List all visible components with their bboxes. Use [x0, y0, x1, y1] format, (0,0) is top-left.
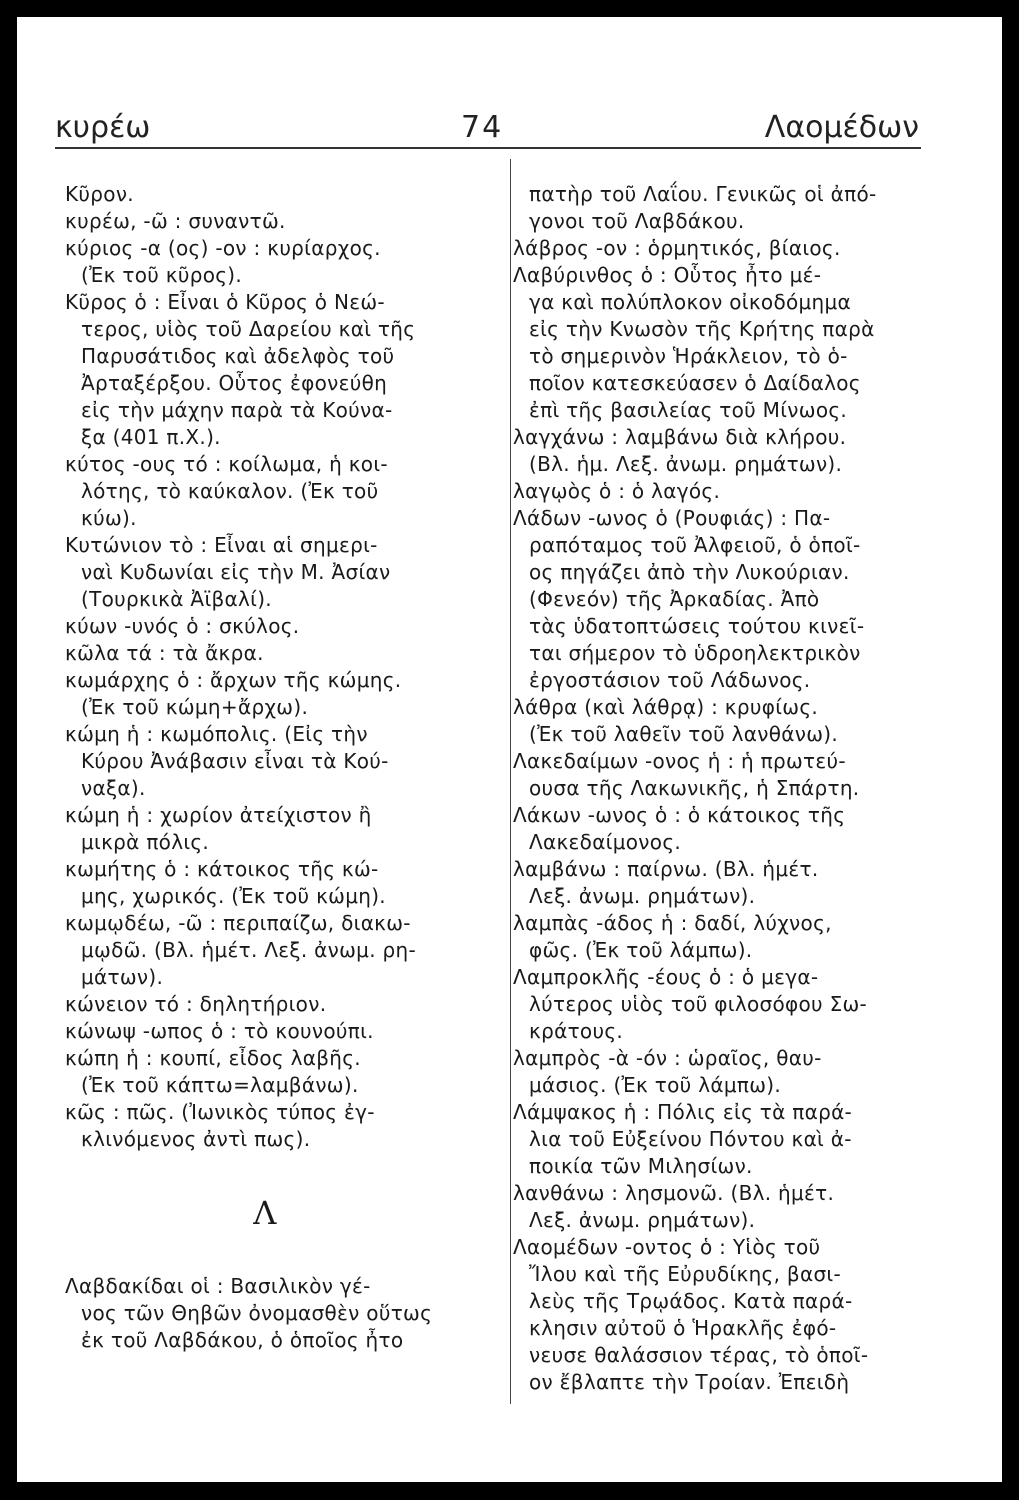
entry-line: κώνωψ -ωπος ὁ : τὸ κουνούπι. [65, 1019, 374, 1043]
entry-line: ναξα). [81, 776, 146, 800]
entry-line: (Βλ. ἡμ. Λεξ. ἀνωμ. ρημάτων). [529, 452, 843, 476]
entry-line: λύτερος υἱὸς τοῦ φιλοσόφου Σω- [529, 992, 868, 1016]
entry-line: κῶλα τά : τὰ ἄκρα. [65, 641, 264, 665]
entry-line: Λάκων -ωνος ὁ : ὁ κάτοικος τῆς [513, 803, 846, 827]
entry-line: κώνειον τό : δηλητήριον. [65, 992, 327, 1016]
entry-line: νευσε θαλάσσιον τέρας, τὸ ὁποῖ- [529, 1343, 869, 1367]
entry-line: Λεξ. ἀνωμ. ρημάτων). [529, 884, 756, 908]
entry-line: μῳδῶ. (Βλ. ἡμέτ. Λεξ. ἀνωμ. ρη- [81, 938, 417, 962]
column-divider [510, 159, 511, 1404]
entry-line: πατὴρ τοῦ Λαΐου. Γενικῶς οἱ ἀπό- [529, 182, 877, 206]
entry-line: λαμπρὸς -ὰ -όν : ὡραῖος, θαυ- [513, 1046, 822, 1070]
entry-line: κλησιν αὐτοῦ ὁ Ἡρακλῆς ἐφό- [529, 1316, 837, 1340]
entry-line: κύριος -α (ος) -ον : κυρίαρχος. [65, 236, 381, 260]
entry-line: Κυτώνιον τὸ : Εἶναι αἱ σημερι- [65, 533, 378, 557]
entry-line: φῶς. (Ἐκ τοῦ λάμπω). [529, 938, 753, 962]
entry-line: (Τουρκικὰ Ἀϊβαλί). [81, 587, 272, 611]
entry-line: λαγῳὸς ὁ : ὁ λαγός. [513, 479, 721, 503]
entry-line: Ἴλου καὶ τῆς Εὐρυδίκης, βασι- [529, 1262, 842, 1286]
entry-line: κράτους. [529, 1019, 624, 1043]
entry-line: Παρυσάτιδος καὶ ἀδελφὸς τοῦ [81, 344, 395, 368]
entry-line: Κῦρον. [65, 182, 134, 206]
entry-line: τὰς ὑδατοπτώσεις τούτου κινεῖ- [529, 614, 865, 638]
entry-line: γα καὶ πολύπλοκον οἰκοδόμημα [529, 290, 852, 314]
entry-line: (Ἐκ τοῦ κώμη+ἄρχω). [81, 695, 309, 719]
entry-line: εἰς τὴν Κνωσὸν τῆς Κρήτης παρὰ [529, 317, 875, 341]
entry-line: λάβρος -ον : ὁρμητικός, βίαιος. [513, 236, 841, 260]
entry-line: ναὶ Κυδωνίαι εἰς τὴν Μ. Ἀσίαν [81, 560, 391, 584]
entry-line: μάτων). [81, 965, 164, 989]
entry-line: Ἀρταξέρξου. Οὗτος ἐφονεύθη [81, 371, 388, 395]
entry-line: λεὺς τῆς Τρῳάδος. Κατὰ παρά- [529, 1289, 853, 1313]
entry-line: ποῖον κατεσκεύασεν ὁ Δαίδαλος [529, 371, 861, 395]
entry-line: Κῦρος ὁ : Εἶναι ὁ Κῦρος ὁ Νεώ- [65, 290, 385, 314]
entry-line: λότης, τὸ καύκαλον. (Ἐκ τοῦ [81, 479, 379, 503]
running-head-left: κυρέω [55, 110, 151, 145]
entry-line: Λακεδαίμων -ονος ἡ : ἡ πρωτεύ- [513, 749, 846, 773]
entry-line: Λαμπροκλῆς -έους ὁ : ὁ μεγα- [513, 965, 819, 989]
entry-line: τερος, υἱὸς τοῦ Δαρείου καὶ τῆς [81, 317, 416, 341]
entry-line: λανθάνω : λησμονῶ. (Βλ. ἡμέτ. [513, 1181, 835, 1205]
entry-line: λάθρα (καὶ λάθρᾳ) : κρυφίως. [513, 695, 819, 719]
section-spacer [65, 1153, 505, 1193]
entry-line: ος πηγάζει ἀπὸ τὴν Λυκούριαν. [529, 560, 850, 584]
entry-line: κώμη ἡ : χωρίον ἀτείχιστον ἢ [65, 803, 372, 827]
running-head-right: Λαομέδων [764, 110, 919, 145]
entry-line: κώμη ἡ : κωμόπολις. (Εἰς τὴν [65, 722, 368, 746]
section-letter-heading: Λ [253, 1194, 277, 1232]
section-spacer [65, 1233, 505, 1273]
entry-line: κλινόμενος ἀντὶ πως). [81, 1127, 311, 1151]
entry-line: κωμῳδέω, -ῶ : περιπαίζω, διακω- [65, 911, 411, 935]
entry-line: ραπόταμος τοῦ Ἀλφειοῦ, ὁ ὁποῖ- [529, 533, 861, 557]
entry-line: τὸ σημερινὸν Ἡράκλειον, τὸ ὁ- [529, 344, 848, 368]
entry-line: ται σήμερον τὸ ὑδροηλεκτρικὸν [529, 641, 861, 665]
entry-line: Λαομέδων -οντος ὁ : Υἱὸς τοῦ [513, 1235, 821, 1259]
entry-line: Λαβδακίδαι οἱ : Βασιλικὸν γέ- [65, 1274, 371, 1298]
entry-line: (Ἐκ τοῦ λαθεῖν τοῦ λανθάνω). [529, 722, 839, 746]
entry-line: Λακεδαίμονος. [529, 830, 682, 854]
entry-line: κωμάρχης ὁ : ἄρχων τῆς κώμης. [65, 668, 402, 692]
page-number: 74 [461, 110, 504, 145]
entry-line: εἰς τὴν μάχην παρὰ τὰ Κούνα- [81, 398, 393, 422]
entry-line: ποικία τῶν Μιλησίων. [529, 1154, 753, 1178]
entry-line: κύω). [81, 506, 137, 530]
entry-line: κωμήτης ὁ : κάτοικος τῆς κώ- [65, 857, 379, 881]
entry-line: κύων -υνός ὁ : σκύλος. [65, 614, 300, 638]
entry-line: λια τοῦ Εὐξείνου Πόντου καὶ ἀ- [529, 1127, 852, 1151]
entry-line: Κύρου Ἀνάβασιν εἶναι τὰ Κού- [81, 749, 389, 773]
entry-line: μικρὰ πόλις. [81, 830, 210, 854]
entry-line: Λεξ. ἀνωμ. ρημάτων). [529, 1208, 756, 1232]
entry-line: μάσιος. (Ἐκ τοῦ λάμπω). [529, 1073, 782, 1097]
entry-line: Λαβύρινθος ὁ : Οὗτος ἦτο μέ- [513, 263, 822, 287]
header-rule [55, 147, 921, 149]
entry-line: (Ἐκ τοῦ κάπτω=λαμβάνω). [81, 1073, 359, 1097]
entry-line: Λάδων -ωνος ὁ (Ρουφιάς) : Πα- [513, 506, 831, 530]
entry-line: γονοι τοῦ Λαβδάκου. [529, 209, 745, 233]
entry-line: ον ἔβλαπτε τὴν Τροίαν. Ἐπειδὴ [529, 1370, 850, 1394]
entry-line: κώπη ἡ : κουπί, εἶδος λαβῆς. [65, 1046, 361, 1070]
entry-line: λαγχάνω : λαμβάνω διὰ κλήρου. [513, 425, 847, 449]
entry-line: ξα (401 π.Χ.). [81, 425, 221, 449]
entry-line: ἐκ τοῦ Λαβδάκου, ὁ ὁποῖος ἦτο [81, 1328, 404, 1352]
entry-line: ἐπὶ τῆς βασιλείας τοῦ Μίνωος. [529, 398, 848, 422]
entry-line: κύτος -ους τό : κοίλωμα, ἡ κοι- [65, 452, 388, 476]
entry-line: (Φενεόν) τῆς Ἀρκαδίας. Ἀπὸ [529, 587, 820, 611]
entry-line: λαμβάνω : παίρνω. (Βλ. ἡμέτ. [513, 857, 819, 881]
entry-line: Λάμψακος ἡ : Πόλις εἰς τὰ παρά- [513, 1100, 853, 1124]
right-column [513, 181, 933, 1396]
entry-line: κῶς : πῶς. (Ἰωνικὸς τύπος ἐγ- [65, 1100, 375, 1124]
entry-line: (Ἐκ τοῦ κῦρος). [81, 263, 243, 287]
dictionary-page [17, 17, 1002, 1482]
entry-line: νος τῶν Θηβῶν ὀνομασθὲν οὕτως [81, 1301, 433, 1325]
entry-line: λαμπὰς -άδος ἡ : δαδί, λύχνος, [513, 911, 832, 935]
left-column [65, 181, 505, 1354]
entry-line: κυρέω, -ῶ : συναντῶ. [65, 209, 286, 233]
entry-line: ουσα τῆς Λακωνικῆς, ἡ Σπάρτη. [529, 776, 860, 800]
entry-line: ἐργοστάσιον τοῦ Λάδωνος. [529, 668, 811, 692]
entry-line: μης, χωρικός. (Ἐκ τοῦ κώμη). [81, 884, 386, 908]
